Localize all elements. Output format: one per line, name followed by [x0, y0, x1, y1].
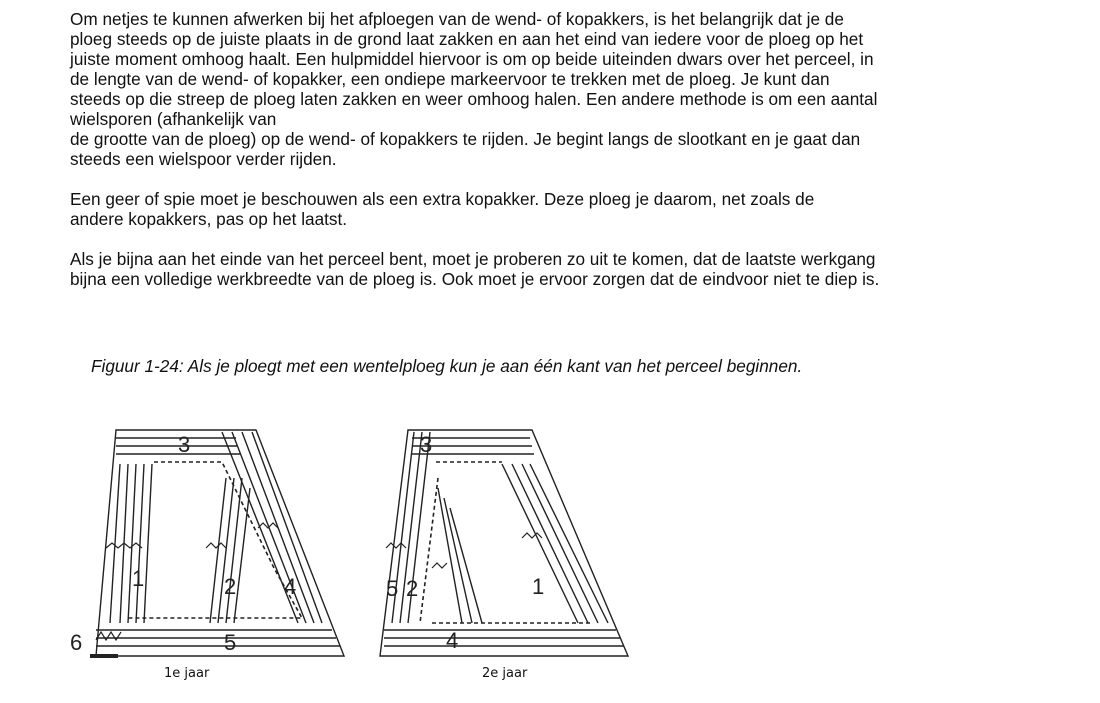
zone-label-6: 6 [70, 630, 83, 655]
paragraph-line: andere kopakkers, pas op het laatst. [70, 209, 348, 229]
zone-label-5: 5 [224, 630, 237, 655]
paragraph-line: Een geer of spie moet je beschouwen als een extra kopakker. Deze ploeg je daarom, net zoals de [70, 189, 815, 209]
zone-label-1: 1 [132, 566, 145, 591]
paragraph-line: steeds op die streep de ploeg laten zakken en weer omhoog halen. Een andere methode is om een aantal [70, 89, 878, 109]
paragraph-line: Als je bijna aan het einde van het perceel bent, moet je proberen zo uit te komen, dat de laatste werkgang [70, 249, 876, 269]
diagram-second-year [372, 418, 642, 668]
paragraph-line: de lengte van de wend- of kopakker, een ondiepe markeervoor te trekken met de ploeg. Je kunt dan [70, 69, 830, 89]
paragraph-line: ploeg steeds op de juiste plaats in de grond laat zakken en aan het eind van iedere voor de ploeg op het [70, 29, 864, 49]
zone-label-4: 4 [284, 574, 297, 599]
year-label-second: 2e jaar [482, 666, 528, 681]
paragraph-line: bijna een volledige werkbreedte van de ploeg is. Ook moet je ervoor zorgen dat de eindvoor niet te diep is. [70, 269, 880, 289]
year-label-first: 1e jaar [164, 666, 210, 681]
document-body [70, 9, 1000, 289]
zone-label-3: 3 [420, 432, 433, 457]
paragraph-line: juiste moment omhoog haalt. Een hulpmiddel hiervoor is om op beide uiteinden dwars over het perceel, in [70, 49, 874, 69]
zone-label-2: 2 [224, 574, 237, 599]
zone-label-2: 2 [406, 576, 419, 601]
figure-caption: Figuur 1-24: Als je ploegt met een wentelploeg kun je aan één kant van het perceel beginnen. [91, 356, 803, 376]
zone-label-3: 3 [178, 432, 191, 457]
diagram-first-year [66, 418, 356, 668]
plowing-figure [66, 418, 646, 698]
paragraph-line: Om netjes te kunnen afwerken bij het afploegen van de wend- of kopakkers, is het belangrijk dat je de [70, 9, 844, 29]
zone-label-1: 1 [532, 574, 545, 599]
paragraph-line: wielsporen (afhankelijk van [70, 109, 277, 129]
zone-label-5: 5 [386, 576, 399, 601]
zone-label-4: 4 [446, 628, 459, 653]
paragraph-line: de grootte van de ploeg) op de wend- of kopakkers te rijden. Je begint langs de slootkant en je gaat dan [70, 129, 861, 149]
paragraph-line: steeds een wielspoor verder rijden. [70, 149, 337, 169]
